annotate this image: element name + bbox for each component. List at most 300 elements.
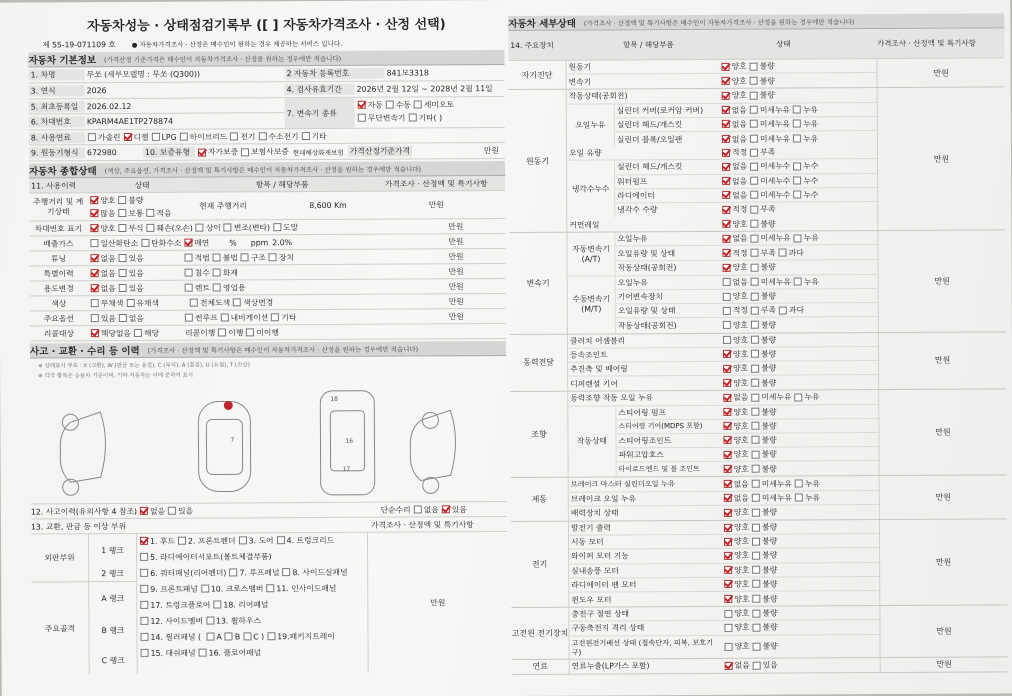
self-trans-bad-label: 불량	[759, 76, 775, 86]
battery-ok-checkbox[interactable]	[724, 624, 732, 632]
usage-yes-checkbox[interactable]	[119, 284, 127, 292]
shaft-ok-checkbox[interactable]	[723, 364, 731, 372]
water-pump-none-checkbox[interactable]	[722, 177, 730, 185]
steer-gear-ok-label: 양호	[733, 421, 749, 431]
floor-panel-checkbox[interactable]	[199, 649, 207, 657]
smoke-label: 매연	[194, 238, 210, 248]
clutch-label: 클러치 어셈블리	[569, 336, 626, 346]
ps-leak-micro-checkbox[interactable]	[751, 394, 759, 402]
mt-leak-none-checkbox[interactable]	[723, 278, 731, 286]
fuel-lpg-checkbox[interactable]	[152, 133, 160, 141]
tuning-structure-label: 구조	[250, 252, 266, 262]
car-diagram	[30, 380, 501, 502]
radiator-none-checkbox[interactable]	[722, 191, 730, 199]
door-checkbox[interactable]	[239, 536, 247, 544]
brake-oil-none-checkbox[interactable]	[724, 494, 732, 502]
fuel-electric-checkbox[interactable]	[230, 132, 238, 140]
trans-manual-checkbox[interactable]	[386, 101, 394, 109]
at-leak-micro-checkbox[interactable]	[750, 235, 758, 243]
blower-bad-label: 불량	[762, 565, 778, 575]
achromatic-checkbox[interactable]	[91, 299, 99, 307]
accident-none-checkbox[interactable]	[140, 507, 148, 515]
mileage-many-label: 많음	[100, 208, 116, 218]
quarter-panel-checkbox[interactable]	[140, 569, 148, 577]
tie-rod-bad-checkbox[interactable]	[752, 465, 760, 473]
vin-good-label: 양호	[100, 223, 116, 233]
fuel-hybrid-checkbox[interactable]	[180, 133, 188, 141]
at-level-ok-checkbox[interactable]	[722, 249, 730, 257]
quarter-panel-label: 6. 쿼터패널(리어펜더)	[150, 568, 227, 578]
rankB-label: B 랭크	[101, 625, 125, 635]
diff-ok-label: 양호	[733, 378, 749, 388]
wiper-bad-checkbox[interactable]	[752, 552, 760, 560]
usage-yes-label: 있음	[128, 283, 144, 293]
blower-ok-label: 양호	[734, 565, 750, 575]
at-level-short-label: 부족	[760, 248, 776, 258]
at-idle-ok-label: 양호	[732, 262, 748, 273]
chromatic-checkbox[interactable]	[126, 299, 134, 307]
water-pump-leak-label: 누수	[803, 175, 819, 186]
battery-ok-label: 양호	[734, 623, 750, 633]
trans-etc-label: 기타( )	[418, 113, 443, 123]
alternator-label: 발전기 출력	[570, 523, 612, 533]
cyl-head-leak-checkbox[interactable]	[793, 120, 801, 128]
brake-label: 제동	[511, 478, 569, 521]
clutch-ok-checkbox[interactable]	[723, 336, 731, 344]
vin-good-checkbox[interactable]	[90, 224, 98, 232]
cyl-cover-leak-checkbox[interactable]	[793, 106, 801, 114]
tuning-yes-checkbox[interactable]	[119, 254, 127, 262]
price-basis-unit: 만원	[483, 146, 499, 156]
fuel-hydrogen-checkbox[interactable]	[258, 132, 266, 140]
warranty-self-checkbox[interactable]	[198, 148, 206, 156]
rad-fan-bad-checkbox[interactable]	[752, 580, 760, 588]
fuel-diesel-checkbox[interactable]	[123, 133, 131, 141]
summary-col-history: 11. 사용이력	[31, 180, 77, 190]
steer-gear-ok-checkbox[interactable]	[723, 422, 731, 430]
fuel-leak-yes-checkbox[interactable]	[753, 661, 761, 669]
steering-label: 조향	[510, 392, 568, 477]
clutch-bad-checkbox[interactable]	[751, 336, 759, 344]
mt-leak-micro-checkbox[interactable]	[751, 278, 759, 286]
cv-ok-checkbox[interactable]	[723, 350, 731, 358]
alt-bad-label: 불량	[761, 522, 778, 532]
trans-auto-checkbox[interactable]	[358, 101, 366, 109]
vin-mark-label: 차대번호 표기	[34, 223, 83, 233]
ps-leak-none-label: 없음	[733, 393, 749, 403]
water-pump-micro-checkbox[interactable]	[750, 177, 758, 185]
car-diagram-area	[30, 356, 507, 504]
master-none-checkbox[interactable]	[724, 480, 732, 488]
simple-yes-checkbox[interactable]	[442, 505, 450, 513]
coolant-head-micro-checkbox[interactable]	[750, 163, 758, 171]
trans-etc-checkbox[interactable]	[408, 113, 416, 121]
mt-gear-bad-checkbox[interactable]	[751, 292, 759, 300]
trunk-floor-checkbox[interactable]	[140, 601, 148, 609]
brake-oil-micro-checkbox[interactable]	[752, 494, 760, 502]
roof-panel-checkbox[interactable]	[229, 568, 237, 576]
cross-member-label: 10. 크로스멤버	[210, 584, 264, 594]
steer-gear-bad-checkbox[interactable]	[751, 422, 759, 430]
steer-joint-ok-label: 양호	[733, 435, 749, 445]
mt-gear-bad-label: 불량	[760, 291, 776, 301]
cross-member-checkbox[interactable]	[201, 585, 209, 593]
brake-oil-leak-checkbox[interactable]	[795, 494, 803, 502]
recall-na-checkbox[interactable]	[91, 329, 99, 337]
self-trans-bad-checkbox[interactable]	[750, 77, 758, 85]
fuel-label: 연료	[512, 659, 570, 673]
at-leak-leak-checkbox[interactable]	[794, 234, 802, 242]
trans-semi-checkbox[interactable]	[414, 100, 422, 108]
coolant-head-label: 실린더 헤드/개스킷	[617, 162, 683, 172]
status-legend: ※ 상태표시 부호 : X (교환), W (판금 또는 용접), C (부식), A (흠집), U (요철), T (손상)	[38, 362, 250, 370]
steer-pump-label: 스티어링 펌프	[618, 407, 667, 418]
oil-level-short-label: 부족	[760, 147, 776, 157]
diff-ok-checkbox[interactable]	[723, 379, 731, 387]
mt-level-excess-checkbox[interactable]	[779, 306, 787, 314]
steer-joint-bad-checkbox[interactable]	[752, 436, 760, 444]
diff-label: 디퍼렌셜 기어	[570, 379, 618, 389]
rankC-label: C 랭크	[101, 655, 125, 665]
mt-idle-ok-checkbox[interactable]	[723, 321, 731, 329]
mt-level-excess-label: 과다	[788, 305, 805, 315]
co-checkbox[interactable]	[90, 239, 98, 247]
alt-ok-checkbox[interactable]	[724, 523, 732, 531]
coolant-level-label: 냉각수 수량	[617, 205, 658, 215]
vin-painted-label: 도말	[283, 222, 299, 232]
steer-joint-label: 스티어링조인트	[618, 436, 672, 446]
navigation-checkbox[interactable]	[221, 313, 229, 321]
special-yes-checkbox[interactable]	[119, 269, 127, 277]
gauge-bad-checkbox[interactable]	[118, 195, 126, 203]
vin-rust-checkbox[interactable]	[118, 224, 126, 232]
pillar-a-checkbox[interactable]	[207, 633, 215, 641]
ps-leak-none-checkbox[interactable]	[723, 394, 731, 402]
plate-label: 2 자동차 등록번호	[285, 68, 385, 80]
alt-bad-checkbox[interactable]	[752, 523, 760, 531]
cyl-head-micro-label: 미세누유	[759, 119, 791, 129]
self-trans-ok-checkbox[interactable]	[722, 77, 730, 85]
diff-bad-label: 불량	[761, 378, 777, 388]
mt-level-short-checkbox[interactable]	[751, 306, 759, 314]
water-pump-label: 워터펌프	[617, 176, 648, 187]
tie-rod-bad-label: 불량	[761, 464, 777, 474]
color-price-unit: 만원	[448, 296, 464, 306]
wiper-ok-checkbox[interactable]	[724, 552, 732, 560]
front-fender-checkbox[interactable]	[178, 537, 186, 545]
recall-notdone-checkbox[interactable]	[246, 328, 254, 336]
vin-damage-checkbox[interactable]	[147, 224, 155, 232]
booster-ok-checkbox[interactable]	[724, 509, 732, 517]
mt-idle-ok-label: 양호	[732, 320, 748, 330]
hood-checkbox[interactable]	[140, 537, 148, 545]
hv-label: 고전원 전기장치	[511, 608, 569, 659]
fire-checkbox[interactable]	[213, 268, 221, 276]
cv-bad-checkbox[interactable]	[751, 350, 759, 358]
steer-pump-ok-label: 양호	[733, 407, 749, 417]
accident-yes-checkbox[interactable]	[168, 507, 176, 515]
common-rail-ok-label: 양호	[732, 219, 748, 229]
oil-level-ok-checkbox[interactable]	[722, 149, 730, 157]
self-trans-ok-label: 양호	[731, 76, 747, 86]
self-price-unit: 만원	[876, 58, 1004, 87]
fire-label: 화재	[222, 267, 238, 277]
side-member-checkbox[interactable]	[140, 617, 148, 625]
pillar-c-checkbox[interactable]	[243, 632, 251, 640]
hv-wiring-ok-label: 양호	[734, 641, 750, 651]
smoke-checkbox[interactable]	[184, 239, 192, 247]
fuel-leak-none-checkbox[interactable]	[725, 661, 733, 669]
vin-painted-checkbox[interactable]	[273, 223, 281, 231]
cyl-head-none-label: 없음	[731, 119, 747, 129]
hv-wiring-ok-checkbox[interactable]	[725, 642, 733, 650]
brake-oil-none-label: 없음	[733, 493, 749, 503]
package-tray-checkbox[interactable]	[267, 632, 275, 640]
fuel-etc-checkbox[interactable]	[302, 132, 310, 140]
trans-auto-label: 자동	[367, 100, 383, 110]
charge-port-bad-checkbox[interactable]	[752, 609, 760, 617]
hood-label: 1. 후드	[149, 536, 176, 546]
hv-wiring-bad-checkbox[interactable]	[753, 642, 761, 650]
color-change-checkbox[interactable]	[233, 298, 241, 306]
engine-price-unit: 만원	[877, 88, 1006, 231]
window-ok-checkbox[interactable]	[724, 595, 732, 603]
fuel-gasoline-checkbox[interactable]	[88, 133, 96, 141]
shaft-bad-checkbox[interactable]	[751, 364, 759, 372]
current-mileage-label: 현재 주행거리	[199, 201, 247, 211]
self-engine-bad-checkbox[interactable]	[750, 62, 758, 70]
summary-col-items: 항목 / 해당부품	[255, 179, 309, 189]
rent-checkbox[interactable]	[185, 284, 193, 292]
recall-done-checkbox[interactable]	[218, 328, 226, 336]
at-leak-none-label: 없음	[732, 234, 748, 244]
electric-label: 전기	[511, 522, 569, 607]
simple-none-label: 없음	[423, 504, 439, 514]
floor-panel-label: 16. 플로어패널	[208, 648, 262, 658]
mileage-price-unit: 만원	[428, 200, 444, 210]
coolant-head-none-checkbox[interactable]	[722, 163, 730, 171]
mt-level-ok-checkbox[interactable]	[723, 307, 731, 315]
mileage-many-checkbox[interactable]	[90, 209, 98, 217]
pillar-b-checkbox[interactable]	[225, 632, 233, 640]
oil-level-ok-label: 적정	[731, 147, 748, 158]
coolant-head-leak-checkbox[interactable]	[793, 162, 801, 170]
at-leak-none-checkbox[interactable]	[722, 235, 730, 243]
steering-op-label: 작동상태	[568, 406, 616, 477]
radiator-support-checkbox[interactable]	[140, 553, 148, 561]
rear-panel-checkbox[interactable]	[213, 600, 221, 608]
starter-bad-checkbox[interactable]	[752, 537, 760, 545]
tie-rod-ok-checkbox[interactable]	[724, 465, 732, 473]
at-idle-bad-checkbox[interactable]	[751, 263, 759, 271]
inside-panel-checkbox[interactable]	[266, 584, 274, 592]
accident-title: 사고 · 교환 · 수리 등 이력	[29, 345, 140, 358]
side-sill-checkbox[interactable]	[282, 568, 290, 576]
mt-gear-ok-checkbox[interactable]	[723, 292, 731, 300]
business-checkbox[interactable]	[213, 283, 221, 291]
cyl-head-none-checkbox[interactable]	[722, 120, 730, 128]
at-idle-bad-label: 불량	[760, 262, 776, 272]
option-etc-checkbox[interactable]	[271, 313, 279, 321]
at-oil-level-label: 오일유량 및 상태	[617, 248, 676, 258]
document-number: 제 55-19-071109 호	[42, 40, 116, 50]
diff-bad-checkbox[interactable]	[751, 379, 759, 387]
steer-joint-ok-checkbox[interactable]	[723, 436, 731, 444]
vin-altered-label: 변조(변타)	[233, 222, 271, 232]
cv-joint-label: 등속조인트	[570, 350, 608, 360]
document-title: 자동차성능 · 상태점검기록부 ([ ] 자동차가격조사 · 산정 선택)	[86, 17, 446, 35]
booster-bad-checkbox[interactable]	[752, 509, 760, 517]
mileage-few-checkbox[interactable]	[146, 208, 154, 216]
tuning-legal-checkbox[interactable]	[185, 254, 193, 262]
accident-yes-label: 있음	[178, 506, 194, 516]
starter-ok-checkbox[interactable]	[724, 538, 732, 546]
special-none-label: 없음	[100, 268, 116, 278]
recall-label: 리콜대상	[43, 328, 75, 338]
inside-panel-label: 11. 인사이드패널	[276, 583, 337, 594]
rank1-label: 1 랭크	[101, 545, 124, 555]
transmission-label: 변속기	[509, 233, 568, 334]
document-note: ● 자동차가격조사 · 산정은 매수인이 원하는 경우 제공하는 서비스 입니다.	[131, 39, 343, 49]
cyl-cover-none-checkbox[interactable]	[722, 106, 730, 114]
trans-cvt-checkbox[interactable]	[358, 114, 366, 122]
pillar-panel-checkbox[interactable]	[140, 633, 148, 641]
coolant-head-none-label: 없음	[732, 162, 748, 172]
brake-oil-leak-label: 누유	[804, 493, 821, 503]
self-diagnosis-label: 자기진단	[508, 61, 566, 90]
side-sill-label: 8. 사이드실패널	[292, 567, 348, 578]
usage-none-checkbox[interactable]	[91, 284, 99, 292]
cyl-cover-leak-label: 누유	[802, 105, 819, 115]
vin-altered-checkbox[interactable]	[224, 223, 232, 231]
coolant-ok-checkbox[interactable]	[722, 206, 730, 214]
oil-level-short-checkbox[interactable]	[750, 148, 758, 156]
simple-none-checkbox[interactable]	[414, 505, 422, 513]
master-leak-checkbox[interactable]	[795, 479, 803, 487]
flood-checkbox[interactable]	[185, 269, 193, 277]
tuning-none-checkbox[interactable]	[91, 254, 99, 262]
window-bad-checkbox[interactable]	[752, 595, 760, 603]
tuning-structure-checkbox[interactable]	[241, 253, 249, 261]
rad-fan-ok-label: 양호	[734, 579, 750, 589]
engine-idle-ok-checkbox[interactable]	[722, 92, 730, 100]
mt-leak-leak-label: 누유	[803, 277, 819, 287]
engine-idle-label: 작동상태(공회전)	[568, 91, 628, 102]
at-level-short-checkbox[interactable]	[751, 249, 759, 257]
fuel-diesel-label: 디젤	[133, 132, 149, 142]
tuning-illegal-checkbox[interactable]	[213, 253, 221, 261]
summary-col-status: 상태	[134, 180, 150, 190]
cyl-cover-micro-label: 미세누유	[759, 105, 790, 115]
hc-checkbox[interactable]	[141, 239, 149, 247]
warranty-insurer-checkbox[interactable]	[241, 148, 249, 156]
ps-leak-leak-checkbox[interactable]	[794, 393, 802, 401]
at-level-excess-label: 과다	[788, 247, 804, 258]
blower-ok-checkbox[interactable]	[724, 566, 732, 574]
ps-leak-micro-label: 미세누유	[761, 392, 792, 403]
mt-leak-leak-checkbox[interactable]	[794, 278, 802, 286]
front-panel-checkbox[interactable]	[140, 585, 148, 593]
at-idle-ok-checkbox[interactable]	[723, 264, 731, 272]
hc-label: 탄화수소	[151, 238, 182, 248]
current-mileage-value: 8,600 Km	[309, 200, 347, 211]
pillar-a-label: A	[216, 632, 222, 642]
at-level-excess-checkbox[interactable]	[779, 249, 787, 257]
cyl-head-micro-checkbox[interactable]	[750, 120, 758, 128]
cyl-cover-none-label: 없음	[731, 105, 747, 115]
side-member-label: 12. 사이드멤버	[150, 616, 203, 626]
cyl-cover-micro-checkbox[interactable]	[750, 106, 758, 114]
battery-bad-checkbox[interactable]	[753, 624, 761, 632]
clutch-ok-label: 양호	[732, 335, 749, 345]
front-fender-label: 2. 프론트펜더	[187, 536, 236, 546]
trunk-lid-checkbox[interactable]	[277, 536, 285, 544]
transmission-group	[509, 231, 1006, 335]
special-none-checkbox[interactable]	[91, 269, 99, 277]
cyl-block-none-checkbox[interactable]	[722, 135, 730, 143]
warranty-label: 10. 보증유형	[143, 147, 195, 158]
radiator-leak-checkbox[interactable]	[793, 191, 801, 199]
option-none-checkbox[interactable]	[119, 314, 127, 322]
mileage-normal-checkbox[interactable]	[118, 208, 126, 216]
inspection-period-label: 4. 검사유효기간	[285, 84, 355, 95]
dash-panel-checkbox[interactable]	[141, 649, 149, 657]
coolant-short-checkbox[interactable]	[750, 206, 758, 214]
cyl-block-leak-checkbox[interactable]	[793, 134, 801, 142]
mt-idle-bad-checkbox[interactable]	[751, 321, 759, 329]
hp-hose-bad-checkbox[interactable]	[752, 450, 760, 458]
mileage-normal-label: 보통	[128, 208, 144, 218]
steer-pump-bad-checkbox[interactable]	[751, 408, 759, 416]
coolant-head-leak-label: 누수	[803, 161, 819, 171]
vin-diff-checkbox[interactable]	[196, 224, 204, 232]
common-rail-ok-checkbox[interactable]	[722, 220, 730, 228]
wheel-house-checkbox[interactable]	[206, 617, 214, 625]
option-yes-checkbox[interactable]	[91, 314, 99, 322]
steer-gear-bad-label: 불량	[761, 421, 777, 431]
self-engine-ok-checkbox[interactable]	[722, 62, 730, 70]
hv-price-unit: 만원	[879, 606, 1007, 657]
trunk-floor-label: 17. 트렁크플로어	[150, 600, 211, 610]
fuel-electric-label: 전기	[240, 131, 256, 141]
option-etc-label: 기타	[281, 312, 297, 322]
master-micro-checkbox[interactable]	[752, 480, 760, 488]
charge-port-ok-checkbox[interactable]	[724, 610, 732, 618]
engine-idle-bad-checkbox[interactable]	[750, 92, 758, 100]
rad-fan-ok-checkbox[interactable]	[724, 580, 732, 588]
tuning-device-checkbox[interactable]	[269, 253, 277, 261]
mileage-few-label: 적음	[156, 208, 172, 218]
left-page: 자동차성능 · 상태점검기록부 ([ ] 자동차가격조사 · 산정 선택) 제 55-19-071109 호 ● 자동차가격조사 · 산정은 매수인이 원하는 경우 제공하는 서비스 입니다. 자동차 기본정보 (가격산정 기준가격은 매수인이 자동차가격조사 · 산정을 원하는 경우에만 적습니다) 1. 차명 무쏘 (세부모델명 : 무쏘 (Q300)) 2 자동차 등록번호 841모3318 3. 연식 2026 4. 검사유효기간 2026년 2월 12일 ~ 2028년 2월 11일 5. 최초등록일 2026.02.12 6. 차대번호 KPARM4AE1TP278874 7. 변속기 종류 자동 수동 세미오토 무단변속기 기타( ) 8. 사용연료 가솔린 디젤 LPG 하이브리드 전기 수소전기 기타 9. 원동기형식 672980 10. 보증유형 자가보증 보험사보증 현대해상화재보험 가격산정기준가격 만원 자동차 종합상태 (색상, 주요옵션, 가격조사 · 산정액 및 특기사항은 매수인이 자동차가격조사 · 산정을 원하는 경우에만 적습니다) 11. 사용이력 상태 항목 / 해당부품 가격조사 · 산정액 및 특기사항 주행거리 및 계기상태 양호 불량 많음 보통 적음 현재 주행거리 8,600 Km 만원 차대번호 표기 양호 부식 훼손(오손) 상이 변조(변타) 도말 만원 배출가스 일산화탄소 탄화수소 매연 % ppm 2.0% 만원 튜닝 없음 있음 적법 불법 구조 장치 만원 특별이력 없음 있음 침수 화재 만원 용도변경 없음 있음 렌트 영업용 만원 색상 무채색 유채색 전체도색 색상변경 만원 주요옵션 있음 없음 썬루프 내비게이션 기타 만원 리콜대상 해당없음 해당 리콜이행 이행 미이행 사고 · 교환 · 수리 등 이력 (가격조사 · 산정액 및 특기사항은 매수인이 자동차가격조사 · 산정을 원하는 경우에만 적습니다) ※ 상태표시 부호 : X (교환), W (판금 또는 용접), C (부식), A (흠집), U (요철), T (손상) ※ 각각 항목은 승용차 기준이며, 기타 자동차는 이에 준하여 표시 7 16 17 18 12. 사고이력(유의사항 4 참조) 없음 있음 단순수리 없음 있음 13. 교환, 판금 등 이상 부위 가격조사 · 산정액 및 특기사항 외판부위 주요골격 1 랭크 2 랭크 A 랭크 B 랭크 C 랭크 1. 후드 2. 프론트펜더 3. 도어 4. 트렁크리드 5. 라디에이터서포트(볼트체결부품) 6. 쿼터패널(리어펜더) 7. 루프패널 8. 사이드실패널 9. 프론트패널 10. 크로스멤버 11. 인사이드패널 17. 트렁크플로어 18. 리어패널 12. 사이드멤버 13. 휠하우스 14. 필러패널 ( A B C ) 19.패키지트레이 15. 대쉬패널 16. 플로어패널 만원	[28, 14, 508, 696]
hp-hose-ok-checkbox[interactable]	[724, 450, 732, 458]
radiator-micro-checkbox[interactable]	[750, 191, 758, 199]
recall-yes-checkbox[interactable]	[134, 329, 142, 337]
pillar-panel-label: 14. 필러패널	[150, 632, 196, 642]
blower-bad-checkbox[interactable]	[752, 566, 760, 574]
steer-pump-ok-checkbox[interactable]	[723, 408, 731, 416]
sunroof-checkbox[interactable]	[185, 314, 193, 322]
water-pump-leak-checkbox[interactable]	[793, 177, 801, 185]
mt-idle-bad-label: 불량	[760, 320, 777, 330]
fuel-leak-yes-label: 있음	[762, 660, 778, 670]
common-rail-bad-checkbox[interactable]	[750, 220, 758, 228]
cyl-block-micro-checkbox[interactable]	[750, 135, 758, 143]
flood-label: 침수	[194, 268, 210, 278]
gauge-good-checkbox[interactable]	[90, 196, 98, 204]
fuel-lpg-label: LPG	[161, 132, 177, 142]
steering-price-unit: 만원	[878, 390, 1006, 476]
full-paint-checkbox[interactable]	[190, 299, 198, 307]
